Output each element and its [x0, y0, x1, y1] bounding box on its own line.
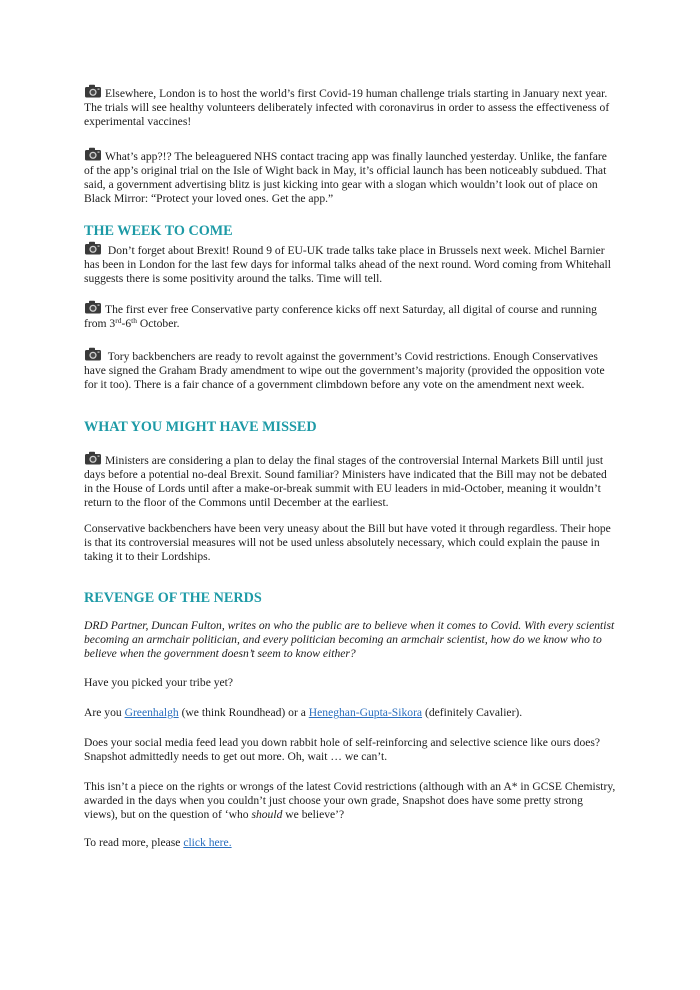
camera-icon: [84, 241, 102, 255]
london-trials-paragraph: [84, 84, 616, 129]
brexit-text: Don’t forget about Brexit! Round 9 of EU-UK trade talks take place in Brussels next week. Michel Barnier has been in London for the last few days for informal talks ahead of the next round. Word coming from Whitehall suggests there is some positivity around the talks. Time will tell.: [84, 244, 611, 286]
cavalier-text: (definitely Cavalier).: [422, 706, 523, 719]
week-to-come-heading: THE WEEK TO COME: [84, 223, 233, 239]
tribe-paragraph: Have you picked your tribe yet?: [84, 676, 234, 689]
bill-text: Ministers are considering a plan to delay the final stages of the controversial Internal Markets Bill until just days before a potential no-deal Brexit. Sound familiar? Ministers have indicated that the Bill may not be debated in the House of Lords until after a make-or-break summit with EU leaders in mid-October, meaning it wouldn’t return to the floor of the Commons until December at the earliest.: [84, 454, 607, 510]
camera-icon: [84, 300, 102, 314]
whats-app-paragraph: [84, 147, 616, 206]
conference-text: The first ever free Conservative party conference kicks off next Saturday, all digital of course and running from 3: [84, 303, 597, 331]
london-trials-text: Elsewhere, London is to host the world’s first Covid-19 human challenge trials starting in January next year. The trials will see healthy volunteers deliberately infected with coronavirus in order to assess the effectiveness of experimental vaccines!: [84, 87, 610, 129]
piece-paragraph: [84, 780, 616, 822]
heneghan-gupta-sikora-link[interactable]: Heneghan-Gupta-Sikora: [308, 706, 423, 719]
conference-sup-th: th: [131, 316, 137, 326]
conference-dash: -6: [121, 317, 132, 331]
conference-sup-rd: rd: [115, 316, 122, 326]
revolt-paragraph: [84, 347, 616, 392]
piece-text-a: This isn’t a piece on the rights or wrongs of the latest Covid restrictions (although with an A* in GCSE Chemistry, awarded in the days when you couldn’t just choose your own grade, Snapshot does have some pretty strong views), but on the question of ‘who: [84, 780, 616, 822]
social-media-paragraph: Does your social media feed lead you down rabbit hole of self-reinforcing and selective science like ours does? Snapshot admittedly needs to get out more. Oh, wait … we can’t.: [84, 736, 601, 764]
nerds-intro-paragraph: [84, 619, 616, 661]
might-have-missed-heading: WHAT YOU MIGHT HAVE MISSED: [84, 419, 317, 435]
camera-icon: [84, 147, 102, 161]
revolt-text: Tory backbenchers are ready to revolt against the government’s Covid restrictions. Enough Conservatives have signed the Graham Brady amendment to wipe out the government’s majority (provided the opposition vote for it too). There is a fair chance of a government climbdown before any vote on the amendment next week.: [84, 350, 605, 392]
greenhalgh-link[interactable]: Greenhalgh: [124, 706, 179, 719]
nerds-intro-text: DRD Partner, Duncan Fulton, writes on who the public are to believe when it comes to Covid. With every scientist becoming an armchair politician, and every politician becoming an armchair scientist, how do we know who to believe when the government doesn’t seem to know either?: [84, 619, 615, 661]
conference-end: October.: [137, 317, 180, 331]
piece-text-b: we believe’?: [282, 808, 345, 822]
whats-app-text: What’s app?!? The beleaguered NHS contact tracing app was finally launched yesterday. Unlike, the fanfare of the app’s original trial on the Isle of Wight back in May, it’s official launch has been noticeably subdued. That said, a government advertising blitz is just kicking into gear with a slogan which wouldn’t look out of place on Black Mirror: “Protect your loved ones. Get the app.”: [84, 150, 607, 206]
piece-text-should: should: [251, 808, 283, 822]
bill-paragraph: [84, 451, 616, 510]
revenge-of-the-nerds-heading: REVENGE OF THE NERDS: [84, 590, 262, 606]
conference-paragraph: [84, 300, 616, 331]
backbenchers-paragraph: Conservative backbenchers have been very uneasy about the Bill but have voted it through regardless. Their hope is that its controversial measures will not be used unless absolutely necessary, which could explain the pause in taking it to their Lordships.: [84, 522, 611, 564]
roundhead-text: (we think Roundhead) or a: [178, 706, 309, 719]
camera-icon: [84, 84, 102, 98]
read-more-text: To read more, please: [84, 836, 184, 849]
click-here-link[interactable]: click here.: [183, 836, 232, 849]
camera-icon: [84, 347, 102, 361]
read-more-paragraph: [84, 836, 616, 850]
brexit-paragraph: [84, 241, 616, 286]
camera-icon: [84, 451, 102, 465]
are-you-paragraph: [84, 706, 616, 720]
are-you-text: Are you: [84, 706, 125, 719]
